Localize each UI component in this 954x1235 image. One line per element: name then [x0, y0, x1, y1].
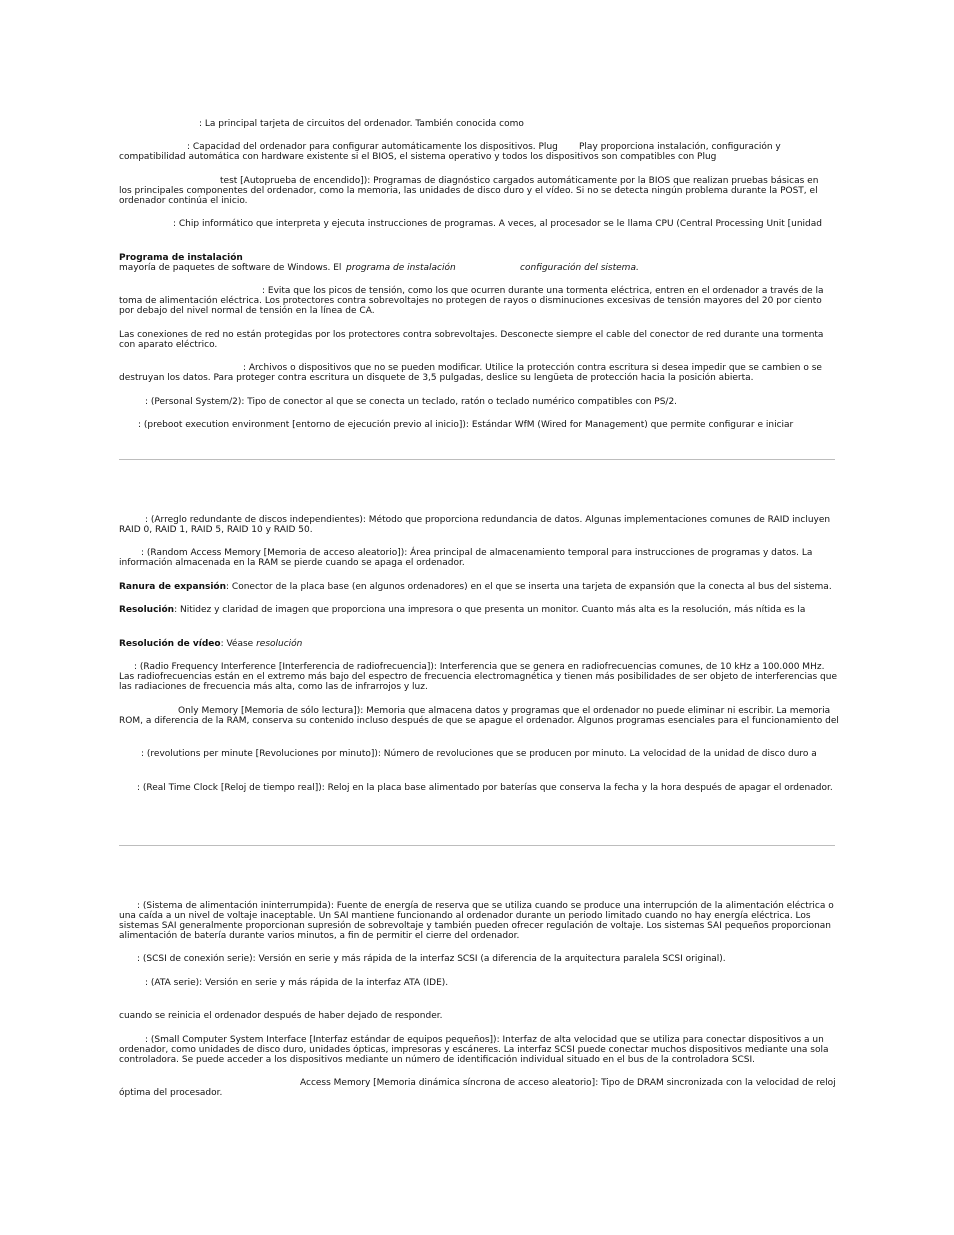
entry-placa-base: : La principal tarjeta de circuitos del ordenador. También conocida como [199, 119, 524, 129]
entry-programa-instalacion-c: configuración del sistema. [520, 263, 639, 273]
term-programa-instalacion: Programa de instalación [119, 253, 243, 263]
entry-sdram-line1: Access Memory [Memoria dinámica síncrona de acceso aleatorio]: Tipo de DRAM sincronizada con la velocidad de reloj [300, 1078, 836, 1088]
entry-programa-instalacion-b: programa de instalación [346, 263, 456, 273]
term-resolucion: Resolución [119, 605, 175, 615]
entry-protectores-line2: toma de alimentación eléctrica. Los protectores contra sobrevoltajes no protegen de rayos o disminuciones excesivas de tensión mayores del 20 por ciento [119, 296, 822, 306]
def-ranura: : Conector de la placa base (en algunos ordenadores) en el que se inserta una tarjeta de expansión que la conecta al bus del sistema. [226, 582, 832, 592]
entry-plug-and-play-line2: compatibilidad automática con hardware existente si el BIOS, el sistema operativo y todos los dispositivos son compatibles con Plug [119, 152, 717, 162]
def-resolucion: : Nitidez y claridad de imagen que proporciona una impresora o que presenta un monitor. Cuanto más alta es la resolución, más nítida es la [174, 605, 806, 615]
entry-procesador: : Chip informático que interpreta y ejecuta instrucciones de programas. A veces, al procesador se le llama CPU (Central Processing Unit [unidad [173, 219, 822, 229]
term-ranura: Ranura de expansión [119, 582, 227, 592]
entry-sas: : (SCSI de conexión serie): Versión en serie y más rápida de la interfaz SCSI (a diferencia de la arquitectura paralela SCSI original). [137, 954, 726, 964]
note-protectores-line2: con aparato eléctrico. [119, 340, 218, 350]
entry-post-line2: los principales componentes del ordenador, como la memoria, las unidades de disco duro y el vídeo. Si no se detecta ningún problema durante la POST, el [119, 186, 818, 196]
entry-sata: : (ATA serie): Versión en serie y más rápida de la interfaz ATA (IDE). [145, 978, 449, 988]
entry-scsi-line2: ordenador, como unidades de disco duro, unidades ópticas, impresoras y escáneres. La interfaz SCSI puede conectar muchos dispositivos mediante una sola [119, 1045, 829, 1055]
entry-sai-line4: alimentación de batería durante varios minutos, a fin de permitir el cierre del ordenador. [119, 931, 520, 941]
link-resolucion[interactable]: resolución [256, 639, 303, 649]
entry-plug-and-play-line1a: : Capacidad del ordenador para configurar automáticamente los dispositivos. Plug [187, 142, 558, 152]
entry-post-line1: test [Autoprueba de encendido]): Programas de diagnóstico cargados automáticamente por la BIOS que realizan pruebas básicas en [220, 176, 819, 186]
entry-sdram-line2: óptima del procesador. [119, 1088, 223, 1098]
section-divider [119, 845, 835, 846]
entry-protectores-line1: : Evita que los picos de tensión, como los que ocurren durante una tormenta eléctrica, entren en el ordenador a través de la [262, 286, 824, 296]
entry-sai-line2: una caída a un nivel de voltaje inaceptable. Un SAI mantiene funcionando al ordenador durante un periodo limitado cuando no hay energía eléctrica. Los [119, 911, 811, 921]
entry-scsi-line3: controladora. Se puede acceder a los dispositivos mediante un número de identificación individual situado en el bus de la controladora SCSI. [119, 1055, 755, 1065]
entry-ram-line2: información almacenada en la RAM se pierde cuando se apaga el ordenador. [119, 558, 465, 568]
entry-raid-line1: : (Arreglo redundante de discos independientes): Método que proporciona redundancia de datos. Algunas implementaciones comunes de RAID incluyen [145, 515, 831, 525]
entry-resolucion-video [119, 639, 302, 649]
entry-sai-line1: : (Sistema de alimentación ininterrumpida): Fuente de energía de reserva que se utiliza cuando se produce una interrupción de la alimentación eléctrica o [137, 901, 834, 911]
note-protectores-line1: Las conexiones de red no están protegidas por los protectores contra sobrevoltajes. Desconecte siempre el cable del conector de red durante una tormenta [119, 330, 824, 340]
entry-programa-instalacion-a: mayoría de paquetes de software de Windows. El [119, 263, 342, 273]
entry-reinicio: cuando se reinicia el ordenador después de haber dejado de responder. [119, 1011, 443, 1021]
section-divider [119, 459, 835, 460]
entry-plug-and-play-line1b: Play proporciona instalación, configuración y [579, 142, 781, 152]
entry-rom-line2: ROM, a diferencia de la RAM, conserva su contenido incluso después de que se apague el ordenador. Algunos programas esenciales para el funcionamiento del [119, 716, 839, 726]
entry-proteccion-escritura-line2: destruyan los datos. Para proteger contra escritura un disquete de 3,5 pulgadas, deslice su lengüeta de protección hacia la posición abierta. [119, 373, 754, 383]
entry-raid-line2: RAID 0, RAID 1, RAID 5, RAID 10 y RAID 50. [119, 525, 313, 535]
entry-rfi-line1: : (Radio Frequency Interference [Interferencia de radiofrecuencia]): Interferencia que se genera en radiofrecuencias comunes, de 10 kHz a 100.000 MHz. [134, 662, 825, 672]
entry-sai-line3: sistemas SAI generalmente proporcionan supresión de sobrevoltaje y también pueden ofrecer regulación de voltaje. Los sistemas SAI pequeños proporcionan [119, 921, 832, 931]
entry-scsi-line1: : (Small Computer System Interface [Interfaz estándar de equipos pequeños]): Interfaz de alta velocidad que se utiliza para conectar dispositivos a un [145, 1035, 824, 1045]
entry-post-line3: ordenador continúa el inicio. [119, 196, 248, 206]
entry-pxe: : (preboot execution environment [entorno de ejecución previo al inicio]): Estándar WfM (Wired for Management) que permite configurar e iniciar [138, 420, 794, 430]
entry-rfi-line2: Las radiofrecuencias están en el extremo más bajo del espectro de frecuencia electromagnética y tienen más posibilidades de ser objeto de interferencias que [119, 672, 838, 682]
entry-rom-line1: Only Memory [Memoria de sólo lectura]): Memoria que almacena datos y programas que el ordenador no puede eliminar ni escribir. La memoria [178, 706, 831, 716]
entry-ranura [119, 582, 832, 592]
entry-ram-line1: : (Random Access Memory [Memoria de acceso aleatorio]): Área principal de almacenamiento temporal para instrucciones de programas y datos. La [141, 548, 813, 558]
entry-protectores-line3: por debajo del nivel normal de tensión en la línea de CA. [119, 306, 375, 316]
entry-rtc: : (Real Time Clock [Reloj de tiempo real]): Reloj en la placa base alimentado por baterías que conserva la fecha y la hora después de apagar el ordenador. [137, 783, 833, 793]
entry-resolucion [119, 605, 805, 615]
entry-ps2: : (Personal System/2): Tipo de conector al que se conecta un teclado, ratón o teclado numérico compatibles con PS/2. [145, 397, 678, 407]
entry-rpm: : (revolutions per minute [Revoluciones por minuto]): Número de revoluciones que se producen por minuto. La velocidad de la unidad de disco duro a [141, 749, 817, 759]
entry-proteccion-escritura-line1: : Archivos o dispositivos que no se pueden modificar. Utilice la protección contra escritura si desea impedir que se cambien o se [243, 363, 822, 373]
term-resolucion-video: Resolución de vídeo [119, 639, 221, 649]
entry-rfi-line3: las radiaciones de frecuencia más alta, como las de infrarrojos y luz. [119, 682, 428, 692]
def-resolucion-video: : Véase [220, 639, 254, 649]
